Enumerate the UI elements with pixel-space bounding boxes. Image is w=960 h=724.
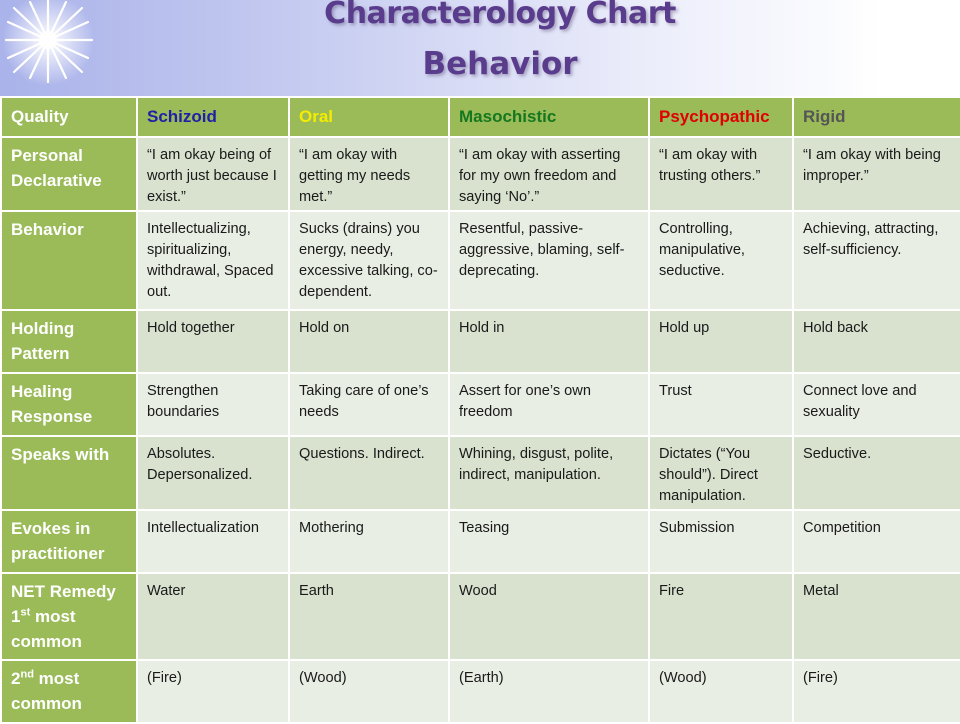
table-cell: Sucks (drains) you energy, needy, excessive talking, co-dependent. xyxy=(289,211,449,310)
label-text: most common xyxy=(11,607,82,651)
table-cell: Intellectualization xyxy=(137,510,289,573)
header-psychopathic: Psychopathic xyxy=(649,97,793,137)
table-row xyxy=(1,137,960,211)
table-cell: (Wood) xyxy=(649,660,793,723)
characterology-table xyxy=(0,96,960,724)
table-cell: Assert for one’s own freedom xyxy=(449,373,649,436)
table-cell: “I am okay with being improper.” xyxy=(793,137,960,211)
table-cell: Mothering xyxy=(289,510,449,573)
table-header-row xyxy=(1,97,960,137)
table-cell: Hold on xyxy=(289,310,449,373)
table-cell: “I am okay being of worth just because I exist.” xyxy=(137,137,289,211)
table-row xyxy=(1,573,960,660)
table-cell: Controlling, manipulative, seductive. xyxy=(649,211,793,310)
row-label-behavior: Behavior xyxy=(1,211,137,310)
table-cell: “I am okay with trusting others.” xyxy=(649,137,793,211)
page-title: Characterology Chart xyxy=(324,0,676,31)
table-row xyxy=(1,436,960,510)
table-cell: Dictates (“You should”). Direct manipulation. xyxy=(649,436,793,510)
table-cell: (Wood) xyxy=(289,660,449,723)
table-cell: “I am okay with asserting for my own freedom and saying ‘No’.” xyxy=(449,137,649,211)
table-row xyxy=(1,373,960,436)
table-cell: (Earth) xyxy=(449,660,649,723)
row-label-speaks-with: Speaks with xyxy=(1,436,137,510)
label-superscript: nd xyxy=(20,668,34,681)
table-cell: Hold back xyxy=(793,310,960,373)
table-cell: (Fire) xyxy=(793,660,960,723)
row-label-holding-pattern: Holding Pattern xyxy=(1,310,137,373)
header-oral: Oral xyxy=(289,97,449,137)
header-rigid: Rigid xyxy=(793,97,960,137)
table-cell: Taking care of one’s needs xyxy=(289,373,449,436)
table-cell: Fire xyxy=(649,573,793,660)
table-cell: Metal xyxy=(793,573,960,660)
header-quality: Quality xyxy=(1,97,137,137)
label-text: NET Remedy 1 xyxy=(11,582,116,626)
row-label-second-most-common xyxy=(1,660,137,723)
table-cell: Achieving, attracting, self-sufficiency. xyxy=(793,211,960,310)
table-cell: (Fire) xyxy=(137,660,289,723)
row-label-healing-response: Healing Response xyxy=(1,373,137,436)
table-cell: Connect love and sexuality xyxy=(793,373,960,436)
table-row xyxy=(1,310,960,373)
table-cell: Seductive. xyxy=(793,436,960,510)
row-label-personal-declarative: Personal Declarative xyxy=(1,137,137,211)
header-masochistic: Masochistic xyxy=(449,97,649,137)
table-cell: Water xyxy=(137,573,289,660)
table-cell: “I am okay with getting my needs met.” xyxy=(289,137,449,211)
row-label-net-remedy-first xyxy=(1,573,137,660)
table-row xyxy=(1,660,960,723)
label-superscript: st xyxy=(20,606,31,619)
table-cell: Questions. Indirect. xyxy=(289,436,449,510)
table-cell: Hold up xyxy=(649,310,793,373)
table-cell: Whining, disgust, polite, indirect, manipulation. xyxy=(449,436,649,510)
table-row xyxy=(1,510,960,573)
table-cell: Competition xyxy=(793,510,960,573)
label-text: most common xyxy=(11,669,82,713)
table-cell: Hold in xyxy=(449,310,649,373)
table-cell: Submission xyxy=(649,510,793,573)
label-text: 2 xyxy=(11,669,21,688)
table-cell: Trust xyxy=(649,373,793,436)
page-subtitle: Behavior xyxy=(422,46,578,82)
header-schizoid: Schizoid xyxy=(137,97,289,137)
table-cell: Earth xyxy=(289,573,449,660)
table-cell: Intellectualizing, spiritualizing, withdrawal, Spaced out. xyxy=(137,211,289,310)
table-cell: Absolutes. Depersonalized. xyxy=(137,436,289,510)
table-cell: Teasing xyxy=(449,510,649,573)
table-cell: Wood xyxy=(449,573,649,660)
table-row xyxy=(1,211,960,310)
table-cell: Strengthen boundaries xyxy=(137,373,289,436)
row-label-evokes-in-practitioner: Evokes in practitioner xyxy=(1,510,137,573)
table-cell: Hold together xyxy=(137,310,289,373)
table-cell: Resentful, passive-aggressive, blaming, self-deprecating. xyxy=(449,211,649,310)
